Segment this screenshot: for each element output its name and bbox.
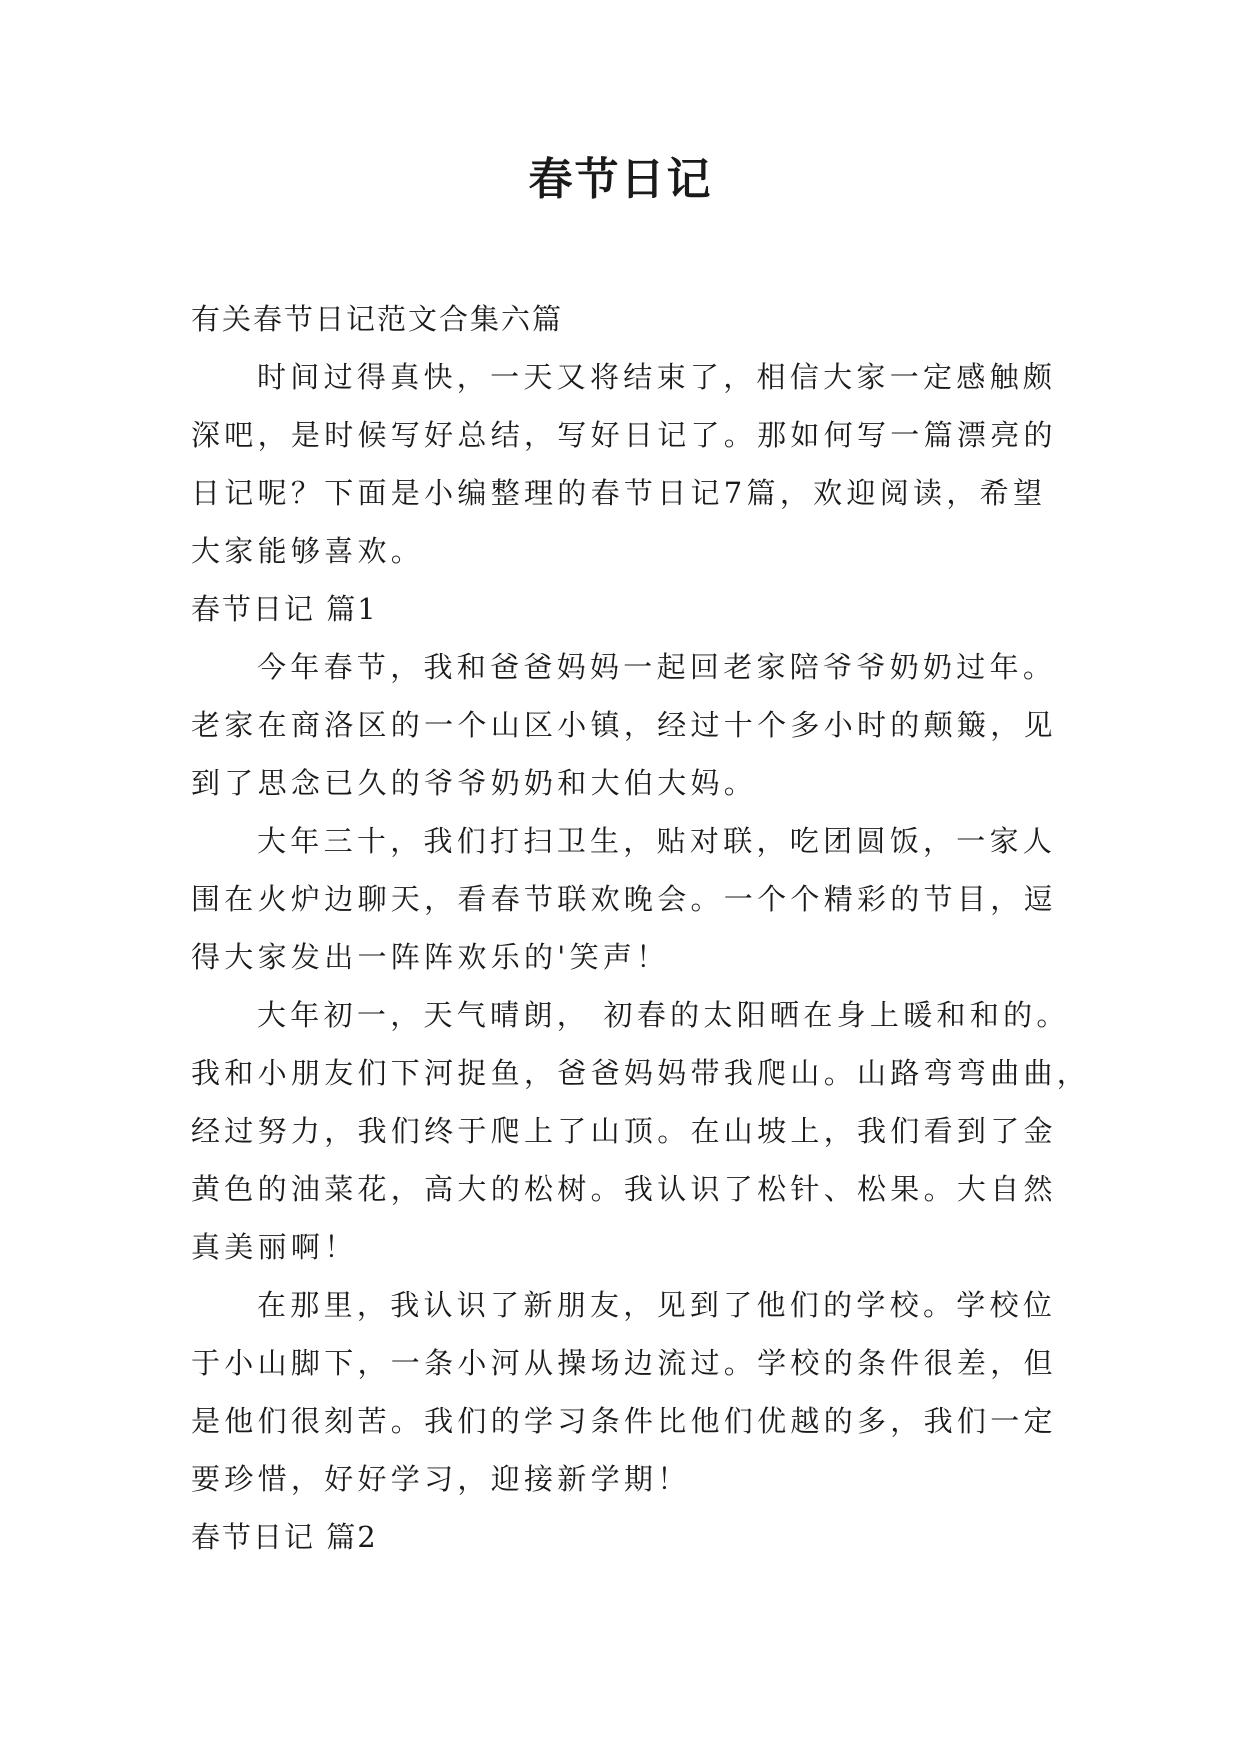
paragraph-line: 是他们很刻苦。我们的学习条件比他们优越的多，我们一定 [191, 1404, 1057, 1438]
paragraph-line: 大年三十，我们打扫卫生，贴对联，吃团圆饭，一家人 [257, 824, 1057, 858]
paragraph-line: 我和小朋友们下河捉鱼，爸爸妈妈带我爬山。山路弯弯曲曲， [191, 1056, 1091, 1090]
paragraph-line: 老家在商洛区的一个山区小镇，经过十个多小时的颠簸，见 [191, 708, 1057, 742]
paragraph-line: 经过努力，我们终于爬上了山顶。在山坡上，我们看到了金 [191, 1114, 1057, 1148]
document-title: 春节日记 [528, 154, 713, 205]
paragraph-line: 深吧，是时候写好总结，写好日记了。那如何写一篇漂亮的 [191, 418, 1057, 452]
paragraph-line: 真美丽啊！ [191, 1230, 358, 1264]
section1-paragraph-3 [191, 986, 1091, 1276]
paragraph-line: 大年初一，天气晴朗， 初春的太阳晒在身上暖和和的。 [257, 998, 1070, 1032]
document-subtitle: 有关春节日记范文合集六篇 [191, 302, 564, 336]
document-body [191, 290, 1091, 1566]
intro-paragraph [191, 348, 1057, 580]
paragraph-line: 到了思念已久的爷爷奶奶和大伯大妈。 [191, 766, 758, 800]
paragraph-line: 时间过得真快，一天又将结束了，相信大家一定感触颇 [257, 360, 1057, 394]
section1-paragraph-2 [191, 812, 1057, 986]
section1-paragraph-1 [191, 638, 1057, 812]
paragraph-line: 得大家发出一阵阵欢乐的'笑声！ [191, 940, 670, 974]
paragraph-line: 今年春节，我和爸爸妈妈一起回老家陪爷爷奶奶过年。 [257, 650, 1057, 684]
section-heading-2: 春节日记 篇2 [191, 1520, 378, 1554]
paragraph-line: 于小山脚下，一条小河从操场边流过。学校的条件很差，但 [191, 1346, 1057, 1380]
paragraph-line: 围在火炉边聊天，看春节联欢晚会。一个个精彩的节目，逗 [191, 882, 1057, 916]
paragraph-line: 大家能够喜欢。 [191, 534, 425, 568]
paragraph-line: 黄色的油菜花，高大的松树。我认识了松针、松果。大自然 [191, 1172, 1057, 1206]
section1-paragraph-4 [191, 1276, 1057, 1508]
paragraph-line: 在那里，我认识了新朋友，见到了他们的学校。学校位 [257, 1288, 1057, 1322]
paragraph-line: 日记呢？下面是小编整理的春节日记7篇，欢迎阅读，希望 [191, 476, 1047, 510]
paragraph-line: 要珍惜，好好学习，迎接新学期！ [191, 1462, 691, 1496]
section-heading-1: 春节日记 篇1 [191, 592, 378, 626]
